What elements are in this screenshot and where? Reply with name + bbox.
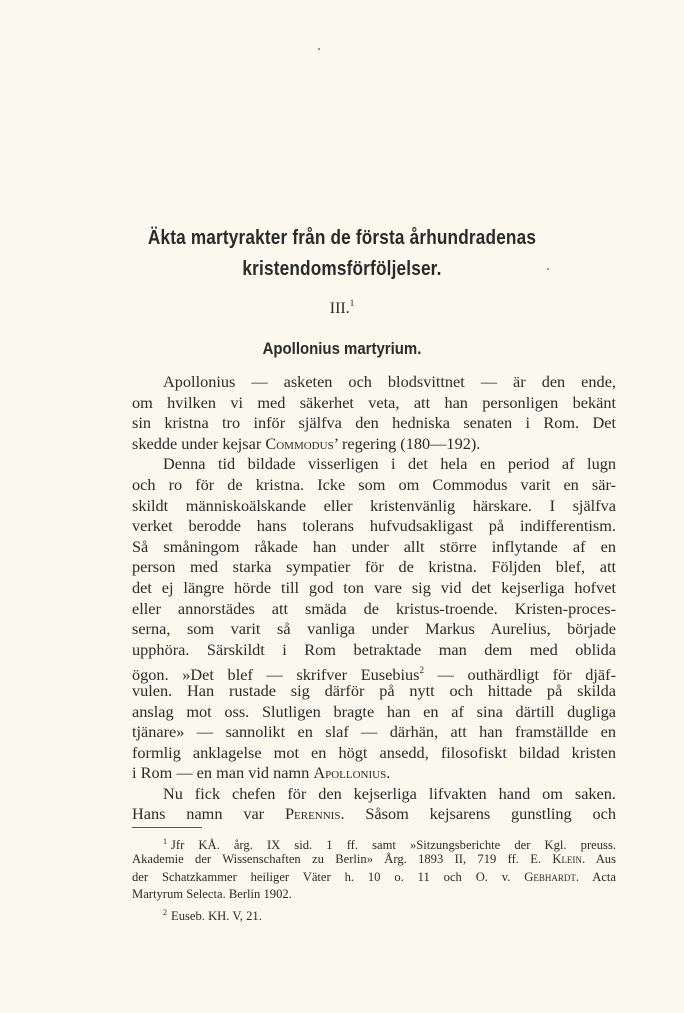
text-line: om hvilken vi med säkerhet veta, att han personligen bekänt [132, 392, 616, 412]
text-line [132, 660, 616, 685]
person-name: Klein [552, 851, 582, 866]
text-line: det ej längre hörde till god ton vare sig vid det kejserliga hofvet [132, 577, 616, 597]
text-line: sin kristna tro inför själfva den hedniska senaten i Rom. Det [132, 413, 616, 433]
text-line: anslag mot oss. Slutligen bragte han en af sina därtill dugliga [132, 701, 616, 721]
text-line: Nu fick chefen för den kejserliga lifvakten hand om saken. [163, 783, 616, 803]
person-name: Commodus [265, 433, 334, 453]
text-line: skildt människoälskande eller kristenvänlig härskare. I själfva [132, 495, 616, 515]
text-fragment: der Schatzkammer heiliger Väter h. 10 o. 11 och O. v. [132, 869, 525, 884]
chapter-title-line-2: kristendomsförföljelser. [242, 258, 442, 280]
footnote-line: Martyrum Selecta. Berlin 1902. [132, 887, 292, 902]
person-name: Gebhardt [524, 869, 576, 884]
footnote-divider [132, 827, 202, 828]
text-line: vulen. Han rustade sig därför på nytt och hittade på skilda [132, 680, 616, 700]
text-fragment: . Såsom kejsarens gunstling och [340, 804, 617, 824]
body-text [132, 372, 616, 825]
person-name: Perennis [284, 804, 341, 824]
part-label: III. [329, 300, 350, 317]
text-fragment: . [386, 763, 391, 783]
text-line [132, 804, 616, 825]
text-fragment: — outhärdligt för djäf- [424, 665, 616, 685]
text-line: serna, som varit så vanliga under Markus Aurelius, började [132, 619, 616, 639]
text-line: person med starka sympatier för de kristna. Följden blef, att [132, 557, 616, 577]
text-line [132, 763, 616, 784]
text-line [132, 434, 616, 455]
text-fragment: Hans namn var [132, 804, 285, 824]
text-line: Apollonius — asketen och blodsvittnet — är den ende, [163, 372, 616, 391]
text-line: Denna tid bildade visserligen i det hela en period af lugn [163, 454, 616, 474]
footnote-mark: 2 [419, 665, 424, 676]
person-name: Apollonius [313, 763, 387, 783]
text-line: och ro för de kristna. Icke som om Commodus varit en sär- [132, 474, 616, 494]
footnote-line [132, 869, 616, 887]
text-fragment: ’ regering (180—192). [333, 433, 481, 453]
text-line: verket berodde hans tolerans hufvudsakligast på indifferentism. [132, 516, 616, 536]
text-fragment: skedde under kejsar [132, 433, 266, 453]
text-fragment: . Aus [581, 851, 616, 866]
text-line: formlig anklagelse mot en högt ansedd, filosofiskt bildad kristen [132, 742, 616, 762]
text-line: Så småningom råkade han under allt större inflytande af en [132, 536, 616, 556]
footnotes [132, 833, 616, 922]
footnote-line [132, 851, 616, 869]
text-fragment: i Rom — en man vid namn [132, 763, 314, 783]
section-title: Apollonius martyrium. [262, 339, 422, 358]
text-fragment: ögon. »Det blef — skrifver Eusebius [132, 665, 420, 685]
footnote-line [132, 904, 616, 922]
text-fragment: . Acta [575, 869, 616, 884]
text-line: eller annorstädes att smäda de kristus-troende. Kristen-proces- [132, 598, 616, 618]
footnote-line [132, 833, 616, 851]
footnote-mark: 1 [349, 298, 355, 308]
part-number [0, 298, 684, 318]
text-line: upphöra. Särskildt i Rom betraktade man dem med oblida [132, 639, 616, 659]
footnote-number: 1 [163, 837, 167, 846]
paper-speck [318, 48, 320, 50]
chapter-title-line-1: Äkta martyrakter från de första århundradenas [147, 227, 537, 249]
text-fragment: Jfr KÅ. årg. IX sid. 1 ff. samt »Sitzungsberichte der Kgl. preuss. [171, 838, 616, 852]
footnote-number: 2 [163, 908, 167, 918]
text-line: tjänare» — sannolikt en slaf — därhän, att han framställde en [132, 722, 616, 742]
text-fragment: Akademie der Wissenschaften zu Berlin» Årg. 1893 II, 719 ff. E. [132, 851, 553, 866]
text-fragment: Euseb. KH. V, 21. [171, 909, 262, 924]
